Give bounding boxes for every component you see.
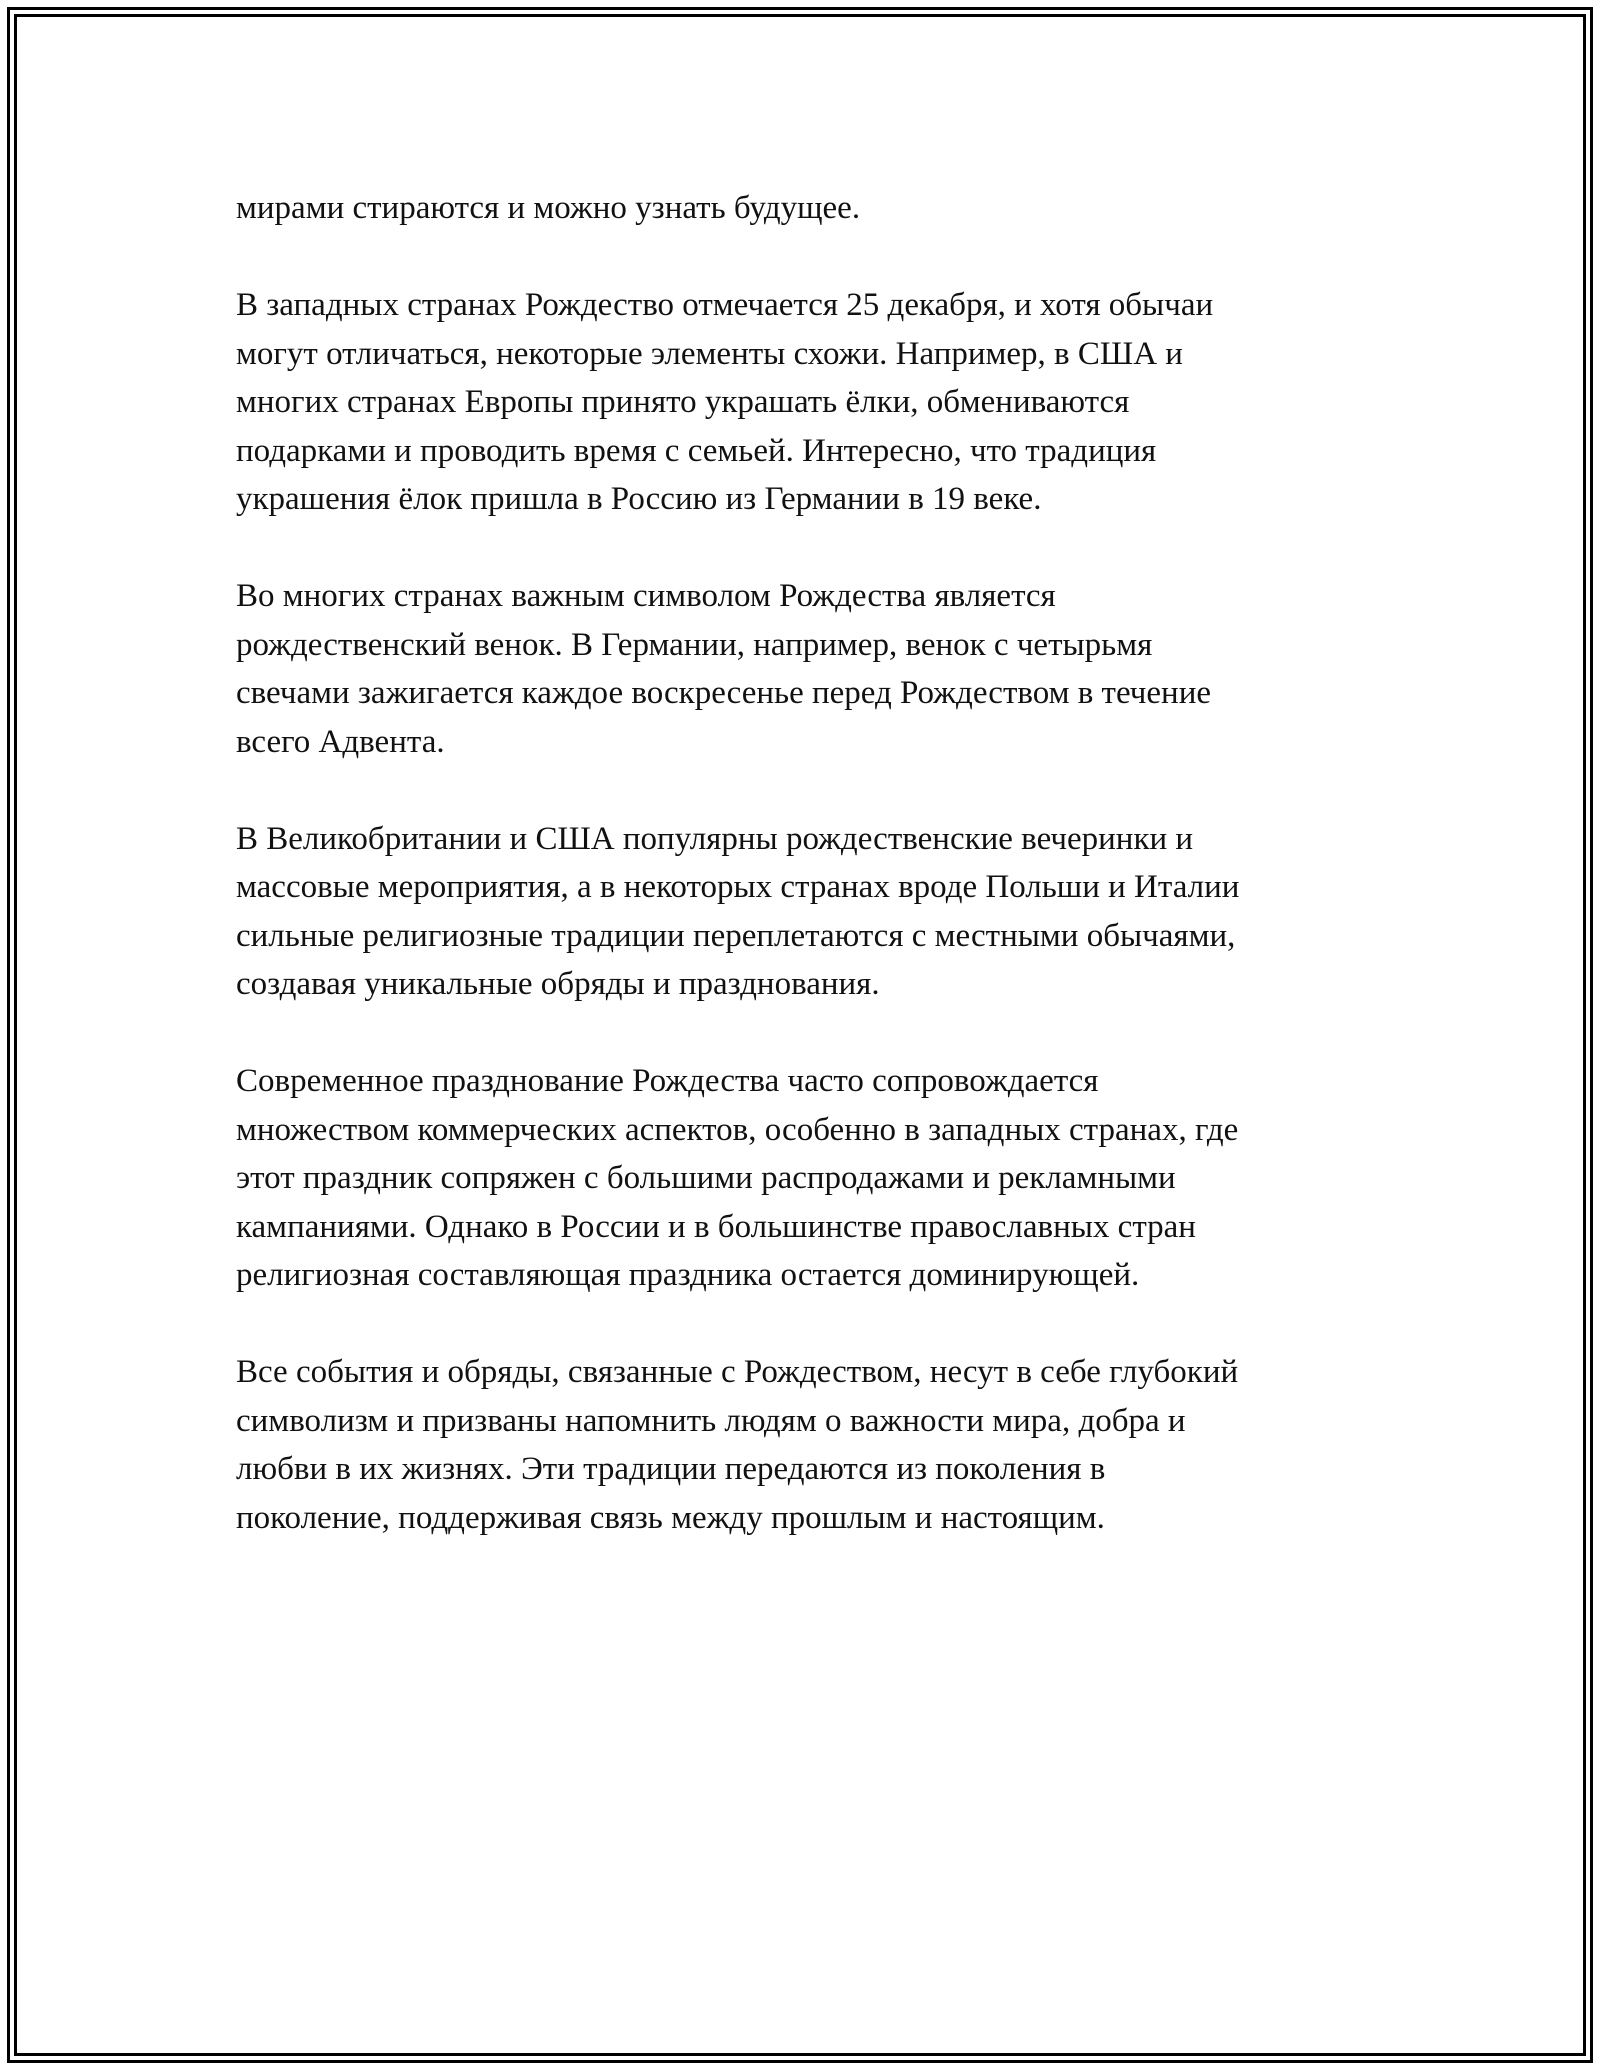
text-line: создавая уникальные обряды и празднования. [236, 966, 880, 1002]
text-line: В Великобритании и США популярны рождественские вечеринки и [236, 820, 1194, 857]
document-body [236, 184, 1396, 1542]
text-line: рождественский венок. В Германии, например, венок с четырьмя [236, 626, 1153, 663]
text-line: могут отличаться, некоторые элементы схожи. Например, в США и [236, 335, 1183, 372]
text-line: множеством коммерческих аспектов, особенно в западных странах, где [236, 1111, 1239, 1148]
text-line: массовые мероприятия, а в некоторых странах вроде Польши и Италии [236, 869, 1240, 905]
text-line: религиозная составляющая праздника остается доминирующей. [236, 1257, 1140, 1293]
paragraph [236, 281, 1396, 524]
text-line: поколение, поддерживая связь между прошлым и настоящим. [236, 1499, 1105, 1536]
paragraph [236, 572, 1396, 766]
text-line: украшения ёлок пришла в Россию из Германии в 19 веке. [236, 481, 1042, 517]
text-line: В западных странах Рождество отмечается 25 декабря, и хотя обычаи [236, 287, 1214, 323]
text-line: свечами зажигается каждое воскресенье перед Рождеством в течение [236, 675, 1212, 711]
text-line: сильные религиозные традиции переплетаются с местными обычаями, [236, 917, 1236, 954]
paragraph [236, 184, 1396, 233]
text-line: Все события и обряды, связанные с Рождеством, несут в себе глубокий [236, 1354, 1239, 1390]
text-line: любви в их жизнях. Эти традиции передаются из поколения в [236, 1451, 1106, 1487]
text-line: многих странах Европы принято украшать ёлки, обмениваются [236, 384, 1130, 420]
text-line: подарками и проводить время с семьей. Интересно, что традиция [236, 432, 1157, 469]
text-line: мирами стираются и можно узнать будущее. [236, 190, 861, 226]
paragraph [236, 1057, 1396, 1300]
text-line: всего Адвента. [236, 723, 445, 760]
text-line: Во многих странах важным символом Рождества является [236, 578, 1056, 614]
text-line: символизм и призваны напомнить людям о важности мира, добра и [236, 1402, 1186, 1439]
paragraph [236, 815, 1396, 1009]
text-line: Современное празднование Рождества часто сопровождается [236, 1063, 1099, 1099]
text-line: кампаниями. Однако в России и в большинстве православных стран [236, 1208, 1196, 1245]
paragraph [236, 1348, 1396, 1542]
text-line: этот праздник сопряжен с большими распродажами и рекламными [236, 1160, 1176, 1196]
